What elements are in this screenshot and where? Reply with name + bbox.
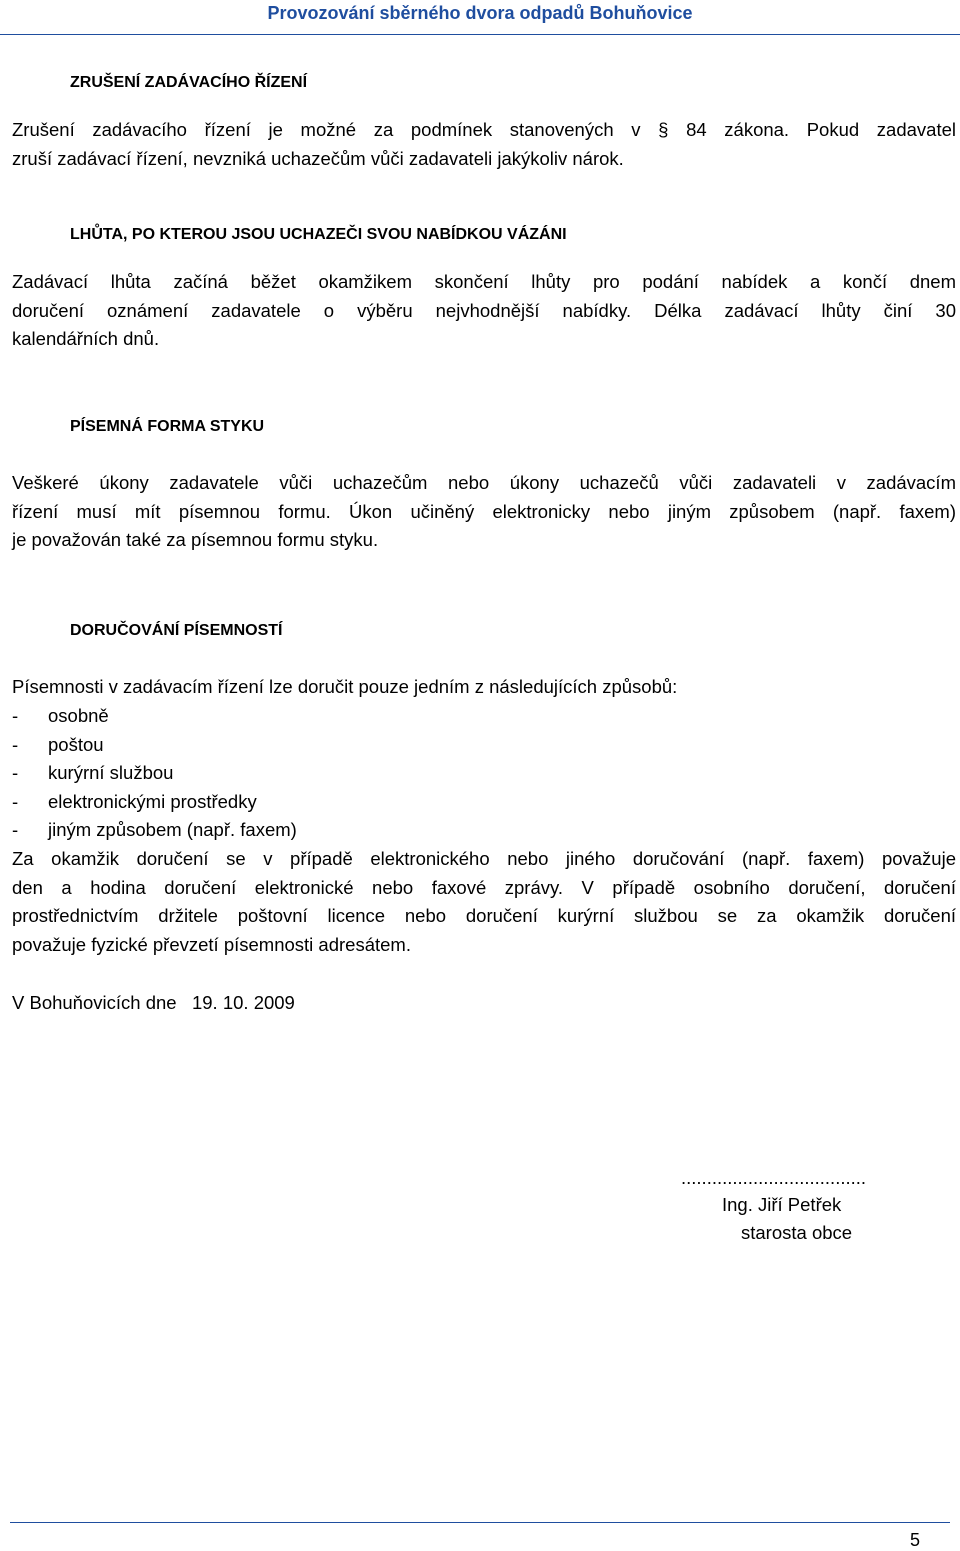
section-heading-cancellation: ZRUŠENÍ ZADÁVACÍHO ŘÍZENÍ — [70, 74, 308, 91]
paragraph-written-form — [12, 469, 956, 555]
signature-line: .................................... — [681, 1167, 867, 1188]
paragraph-line: prostřednictvím držitele poštovní licence nebo doručení kurýrní službou se za okamžik doručení — [12, 905, 956, 926]
list-item-text: kurýrní službou — [48, 762, 174, 783]
dash-bullet: - — [12, 705, 19, 726]
paragraph-binding-period — [12, 268, 956, 354]
paragraph-line: Zadávací lhůta začíná běžet okamžikem skončení lhůty pro podání nabídek a končí dnem — [12, 271, 956, 292]
list-item-text: elektronickými prostředky — [48, 790, 257, 812]
section-heading-written-form: PÍSEMNÁ FORMA STYKU — [70, 418, 265, 435]
paragraph-cancellation — [12, 116, 956, 173]
section-heading-binding-period: LHŮTA, PO KTEROU JSOU UCHAZEČI SVOU NABÍDKOU VÁZÁNI — [70, 226, 567, 243]
paragraph-line: kalendářních dnů. — [12, 328, 160, 349]
list-item — [12, 788, 297, 817]
delivery-intro — [12, 673, 956, 702]
dash-bullet: - — [12, 733, 19, 755]
paragraph-line: zruší zadávací řízení, nevzniká uchazečům vůči zadavateli jakýkoliv nárok. — [12, 147, 624, 169]
place-and-date: V Bohuňovicích dne 19. 10. 2009 — [12, 992, 295, 1013]
page-number: 5 — [909, 1530, 920, 1550]
footer-divider — [10, 1522, 950, 1523]
list-item-text: poštou — [48, 733, 104, 755]
signatory-name: Ing. Jiří Petřek — [722, 1194, 842, 1215]
paragraph-line: Zrušení zadávacího řízení je možné za podmínek stanovených v § 84 zákona. Pokud zadavatel — [12, 119, 956, 140]
paragraph-delivery-moment — [12, 845, 956, 959]
paragraph-line: Za okamžik doručení se v případě elektronického nebo jiného doručování (např. faxem) považuje — [12, 848, 956, 869]
paragraph-line: řízení musí mít písemnou formu. Úkon učiněný elektronicky nebo jiným způsobem (např. faxem) — [12, 500, 956, 522]
signatory-role: starosta obce — [741, 1222, 853, 1243]
delivery-methods-list — [12, 702, 297, 845]
list-item-text: osobně — [48, 705, 109, 726]
list-item-text: jiným způsobem (např. faxem) — [48, 819, 297, 840]
paragraph-line: považuje fyzické převzetí písemnosti adresátem. — [12, 933, 411, 955]
list-item — [12, 731, 297, 760]
paragraph-line: Písemnosti v zadávacím řízení lze doručit pouze jedním z následujících způsobů: — [12, 676, 678, 697]
list-item — [12, 816, 297, 845]
document-header-title: Provozování sběrného dvora odpadů Bohuňovice — [267, 3, 693, 23]
paragraph-line: je považován také za písemnou formu styku. — [12, 529, 379, 550]
paragraph-line: Veškeré úkony zadavatele vůči uchazečům nebo úkony uchazečů vůči zadavateli v zadávacím — [12, 472, 956, 493]
section-heading-delivery: DORUČOVÁNÍ PÍSEMNOSTÍ — [70, 622, 283, 639]
paragraph-line: doručení oznámení zadavatele o výběru nejvhodnější nabídky. Délka zadávací lhůty činí 30 — [12, 299, 956, 321]
paragraph-line: den a hodina doručení elektronické nebo faxové zprávy. V případě osobního doručení, doručení — [12, 876, 956, 898]
header-divider — [0, 34, 960, 35]
dash-bullet: - — [12, 790, 19, 812]
dash-bullet: - — [12, 762, 19, 783]
dash-bullet: - — [12, 819, 19, 840]
list-item — [12, 702, 297, 731]
list-item — [12, 759, 297, 788]
